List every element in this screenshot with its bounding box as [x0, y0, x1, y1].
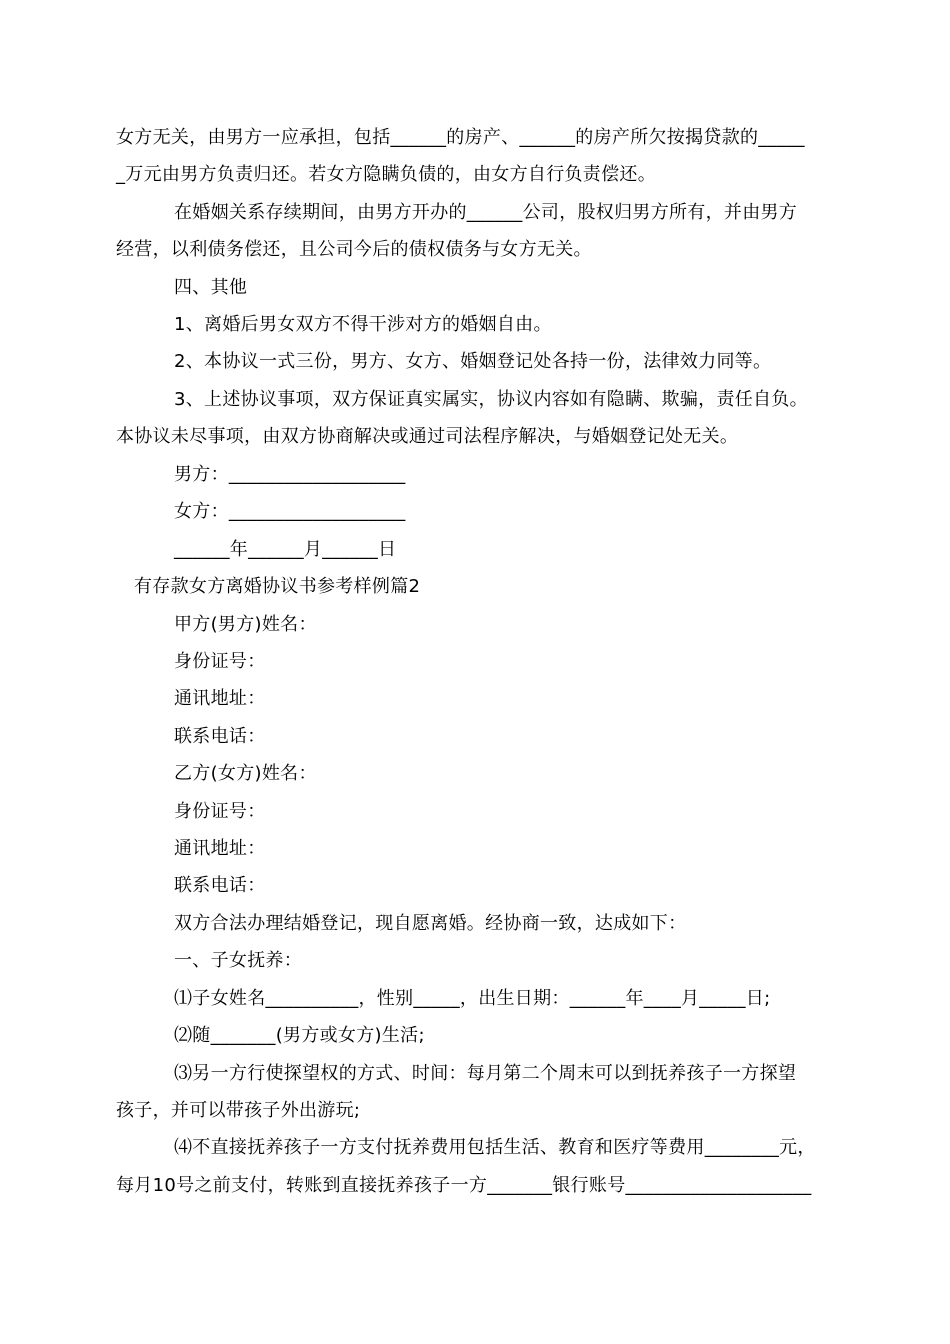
paragraph-line: _万元由男方负责归还。若女方隐瞒负债的，由女方自行负责偿还。 [116, 164, 656, 185]
clause-item: ⑴子女姓名__________，性别_____，出生日期：______年____月_____日; [174, 988, 771, 1009]
party-a-name-label: 甲方(男方)姓名： [174, 614, 317, 635]
party-a-id-label: 身份证号： [174, 651, 266, 672]
paragraph-line: 女方无关，由男方一应承担，包括______的房产、______的房产所欠按揭贷款的_____ [116, 127, 805, 148]
paragraph-line: 在婚姻关系存续期间，由男方开办的______公司，股权归男方所有，并由男方 [174, 202, 798, 223]
clause-item: ⑶另一方行使探望权的方式、时间：每月第二个周末可以到抚养孩子一方探望 [174, 1063, 797, 1084]
paragraph-line: 经营，以利债务偿还，且公司今后的债权债务与女方无关。 [116, 239, 592, 260]
clause-item: ⑷不直接抚养孩子一方支付抚养费用包括生活、教育和医疗等费用________元， [174, 1137, 816, 1158]
section-heading: 四、其他 [174, 277, 248, 298]
date-field: ______年______月______日 [174, 539, 397, 560]
paragraph-line: 每月10号之前支付，转账到直接抚养孩子一方_______银行账号____________________ [116, 1175, 812, 1196]
party-a-phone-label: 联系电话： [174, 726, 266, 747]
document-title: 有存款女方离婚协议书参考样例篇2 [134, 576, 421, 597]
party-b-name-label: 乙方(女方)姓名： [174, 763, 317, 784]
clause-item: 1、离婚后男女双方不得干涉对方的婚姻自由。 [174, 314, 552, 335]
party-a-address-label: 通讯地址： [174, 688, 266, 709]
clause-item: ⑵随_______(男方或女方)生活; [174, 1025, 425, 1046]
paragraph-line: 本协议未尽事项，由双方协商解决或通过司法程序解决，与婚姻登记处无关。 [116, 426, 739, 447]
party-b-id-label: 身份证号： [174, 801, 266, 822]
paragraph-line: 双方合法办理结婚登记，现自愿离婚。经协商一致，达成如下： [174, 913, 687, 934]
clause-item: 3、上述协议事项，双方保证真实属实，协议内容如有隐瞒、欺骗，责任自负。 [174, 389, 808, 410]
party-b-phone-label: 联系电话： [174, 875, 266, 896]
party-b-address-label: 通讯地址： [174, 838, 266, 859]
paragraph-line: 孩子，并可以带孩子外出游玩; [116, 1100, 361, 1121]
signature-female-field: 女方：___________________ [174, 501, 406, 522]
signature-male-field: 男方：___________________ [174, 464, 406, 485]
clause-item: 2、本协议一式三份，男方、女方、婚姻登记处各持一份，法律效力同等。 [174, 351, 772, 372]
section-heading: 一、子女抚养： [174, 950, 303, 971]
